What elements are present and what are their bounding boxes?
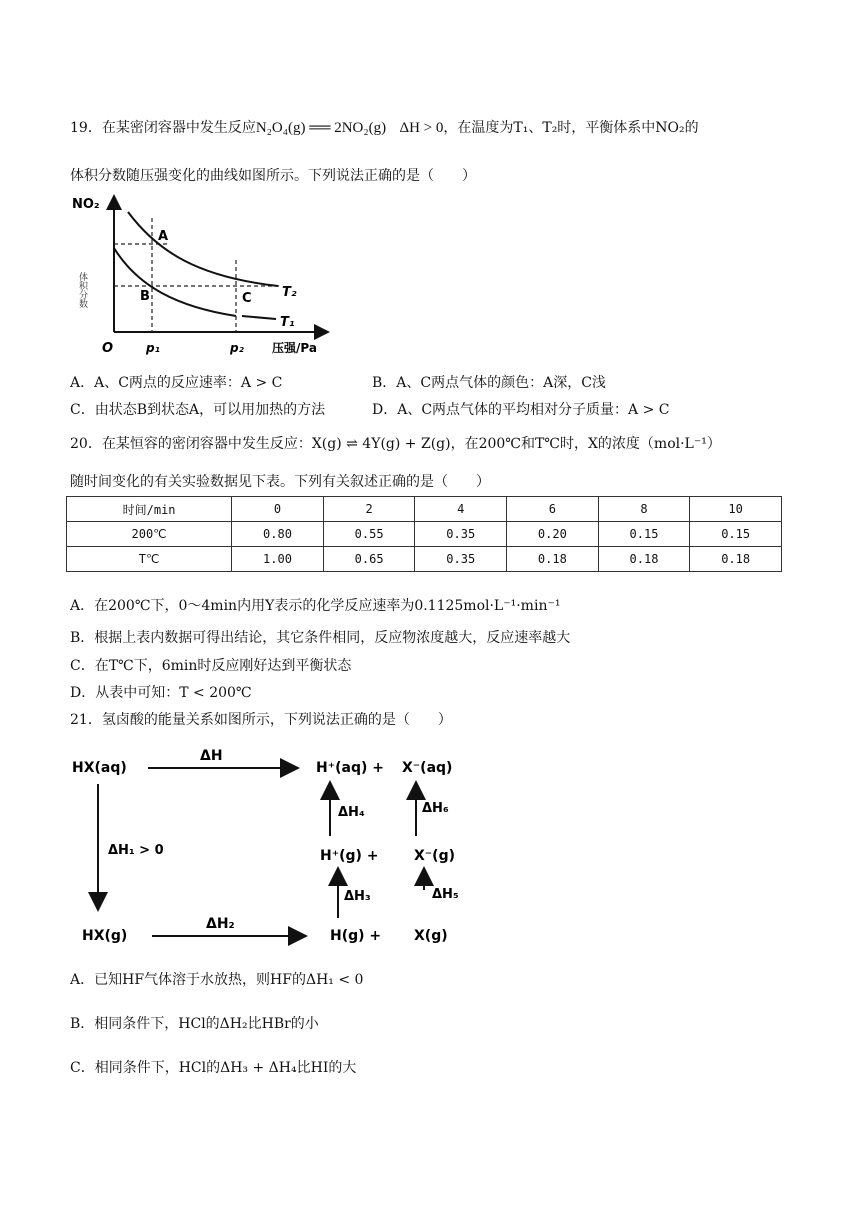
q19-point-b: B <box>140 289 150 304</box>
q21-energy-diagram <box>68 740 468 950</box>
q21-h-plus-g: H⁺(g) + <box>320 848 379 864</box>
q21-hx-aq: HX(aq) <box>72 760 127 776</box>
table-cell: 0.15 <box>598 522 690 547</box>
table-header-cell: 8 <box>598 497 690 522</box>
table-cell: 0.35 <box>415 547 507 572</box>
q21-option-c: C．相同条件下，HCl的ΔH₃ + ΔH₄比HI的大 <box>70 1060 357 1076</box>
q20-stem-line2: 随时间变化的有关实验数据见下表。下列有关叙述正确的是（ ） <box>70 474 490 490</box>
q19-stem-prefix: 19．在某密闭容器中发生反应 <box>70 120 256 136</box>
q19-reaction: N₂O₄(g) ══ 2NO₂(g) <box>255 120 387 136</box>
q21-option-a: A．已知HF气体溶于水放热，则HF的ΔH₁ < 0 <box>70 972 364 988</box>
q19-option-b: B．A、C两点气体的颜色：A深，C浅 <box>372 375 606 391</box>
q19-graph <box>68 192 348 362</box>
q21-x-minus-g: X⁻(g) <box>414 848 456 864</box>
table-header-cell: 10 <box>690 497 782 522</box>
table-header-cell: 2 <box>323 497 415 522</box>
table-cell: 0.18 <box>690 547 782 572</box>
q19-t1-label: T₁ <box>280 315 295 330</box>
q19-curve-t1 <box>114 248 236 316</box>
table-header-cell: 时间/min <box>67 497 232 522</box>
table-header-cell: 6 <box>507 497 599 522</box>
q19-point-a: A <box>158 229 169 244</box>
q19-y-side-label: 体积分数 <box>77 272 87 308</box>
q21-h-plus-aq: H⁺(aq) + <box>316 760 384 776</box>
table-cell: 0.80 <box>232 522 324 547</box>
q21-dh2-label: ΔH₂ <box>206 916 235 932</box>
q21-dh5-label: ΔH₅ <box>432 887 459 902</box>
table-cell: 0.18 <box>598 547 690 572</box>
q19-stem-line1 <box>70 118 699 138</box>
q19-p1-label: p₁ <box>146 341 160 355</box>
table-header-cell: 4 <box>415 497 507 522</box>
q21-dh6-label: ΔH₆ <box>422 801 449 816</box>
q19-p2-label: p₂ <box>230 341 244 355</box>
table-header-cell: 0 <box>232 497 324 522</box>
q20-option-b: B．根据上表内数据可得出结论，其它条件相同，反应物浓度越大，反应速率越大 <box>70 630 571 646</box>
q19-y-axis-label: NO₂ <box>72 197 100 212</box>
q21-dh3-label: ΔH₃ <box>344 889 371 904</box>
q21-x-minus-aq: X⁻(aq) <box>402 760 453 776</box>
table-row <box>67 547 782 572</box>
table-cell: 0.35 <box>415 522 507 547</box>
q20-stem-line1: 20．在某恒容的密闭容器中发生反应：X(g) ⇌ 4Y(g) + Z(g)，在200℃和T℃时，X的浓度（mol·L⁻¹） <box>70 436 721 452</box>
q19-point-c: C <box>242 291 252 306</box>
q19-option-c: C．由状态B到状态A，可以用加热的方法 <box>70 402 326 418</box>
q19-option-d: D．A、C两点气体的平均相对分子质量：A > C <box>372 402 670 418</box>
table-cell: 0.15 <box>690 522 782 547</box>
q19-stem-line2: 体积分数随压强变化的曲线如图所示。下列说法正确的是（ ） <box>70 168 476 184</box>
q20-option-c: C．在T℃下，6min时反应刚好达到平衡状态 <box>70 658 352 674</box>
q21-hx-g: HX(g) <box>82 928 128 944</box>
table-cell: 200℃ <box>67 522 232 547</box>
q21-x-g: X(g) <box>414 928 448 944</box>
table-cell: 0.65 <box>323 547 415 572</box>
q20-option-d: D．从表中可知：T < 200℃ <box>70 685 252 701</box>
table-row <box>67 497 782 522</box>
q19-origin-label: O <box>102 341 114 356</box>
q20-option-a: A．在200℃下，0～4min内用Y表示的化学反应速率为0.1125mol·L⁻¹·min⁻¹ <box>70 598 561 614</box>
q21-stem-line1: 21．氢卤酸的能量关系如图所示，下列说法正确的是（ ） <box>70 712 452 728</box>
table-cell: T℃ <box>67 547 232 572</box>
q21-dh4-label: ΔH₄ <box>338 805 365 820</box>
q21-dh-label: ΔH <box>200 748 223 764</box>
table-cell: 0.18 <box>507 547 599 572</box>
q21-dh1-label: ΔH₁ > 0 <box>108 843 164 858</box>
q19-curve-t1-tail <box>242 316 276 319</box>
q19-x-axis-label: 压强/Pa <box>272 341 317 355</box>
q19-enthalpy: ΔH > 0 <box>399 120 444 136</box>
q19-t2-label: T₂ <box>282 285 297 300</box>
q19-option-a: A．A、C两点的反应速率：A > C <box>70 375 283 391</box>
q19-stem-suffix: ，在温度为T₁、T₂时，平衡体系中NO₂的 <box>443 120 699 136</box>
table-cell: 1.00 <box>232 547 324 572</box>
q21-h-g: H(g) + <box>330 928 382 944</box>
table-cell: 0.20 <box>507 522 599 547</box>
q20-table <box>66 496 782 572</box>
q21-option-b: B．相同条件下，HCl的ΔH₂比HBr的小 <box>70 1016 319 1032</box>
table-cell: 0.55 <box>323 522 415 547</box>
q19-curve-t2 <box>128 212 278 286</box>
table-row <box>67 522 782 547</box>
